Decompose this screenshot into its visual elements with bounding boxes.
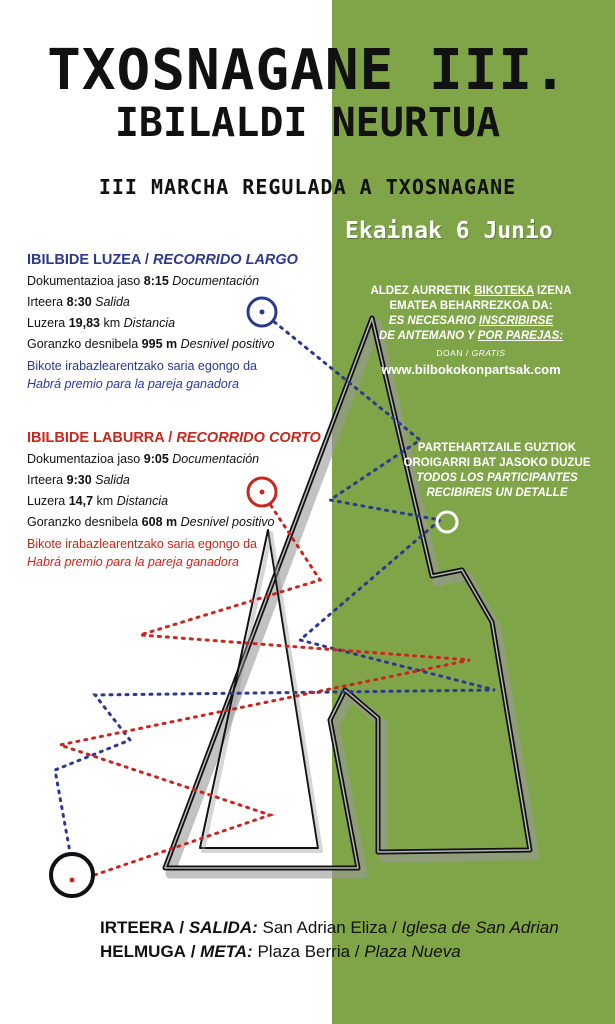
event-date: Ekainak 6 Junio [345, 218, 553, 244]
finish-circle [51, 854, 93, 896]
gift-notice: PARTEHARTZAILE GUZTIOK OROIGARRI BAT JASOKO DUZUE TODOS LOS PARTICIPANTES RECIBIREIS UN DETALLE [403, 442, 591, 499]
long-route-section [27, 250, 298, 393]
long-route-title: IBILBIDE LUZEA / RECORRIDO LARGO [27, 252, 298, 268]
main-subtitle: IBILALDI NEURTUA [114, 100, 501, 146]
long-route-docs-row: Dokumentazioa jaso 8:15 Documentación [27, 274, 260, 288]
start-location: IRTEERA / SALIDA: San Adrian Eliza / Iglesa de San Adrian [100, 918, 559, 937]
small-mountain-outline [200, 530, 318, 848]
spanish-subtitle: III MARCHA REGULADA A TXOSNAGANE [98, 175, 517, 199]
short-route-elevation-row: Goranzko desnibela 608 m Desnivel positivo [27, 515, 275, 529]
long-route-start-row: Irteera 8:30 Salida [27, 295, 130, 309]
gift-marker-circle [437, 512, 457, 532]
short-route-start-row: Irteera 9:30 Salida [27, 473, 130, 487]
long-route-distance-row: Luzera 19,83 km Distancia [27, 316, 176, 330]
short-route-distance-row: Luzera 14,7 km Distancia [27, 494, 169, 508]
short-route-title: IBILBIDE LABURRA / RECORRIDO CORTO [27, 430, 321, 446]
long-route-prize: Bikote irabazlearentzako saria egongo da Habrá premio para la pareja ganadora [27, 359, 258, 391]
short-route-docs-row: Dokumentazioa jaso 9:05 Documentación [27, 452, 260, 466]
website-link[interactable]: www.bilbokokonpartsak.com [381, 362, 561, 377]
registration-notice: ALDEZ AURRETIK BIKOTEKA IZENA EMATEA BEHARREZKOA DA: ES NECESARIO INSCRIBIRSE DE ANTEMANO Y POR PAREJAS: DOAN / GRATIS www.bilbokokonpartsak.com [340, 284, 602, 377]
finish-location: HELMUGA / META: Plaza Berria / Plaza Nueva [100, 942, 461, 961]
main-title: TXOSNAGANE III. [47, 38, 568, 103]
short-route-section [27, 428, 321, 571]
short-route-prize: Bikote irabazlearentzako saria egongo da Habrá premio para la pareja ganadora [27, 537, 258, 569]
long-route-elevation-row: Goranzko desnibela 995 m Desnivel positivo [27, 337, 275, 351]
